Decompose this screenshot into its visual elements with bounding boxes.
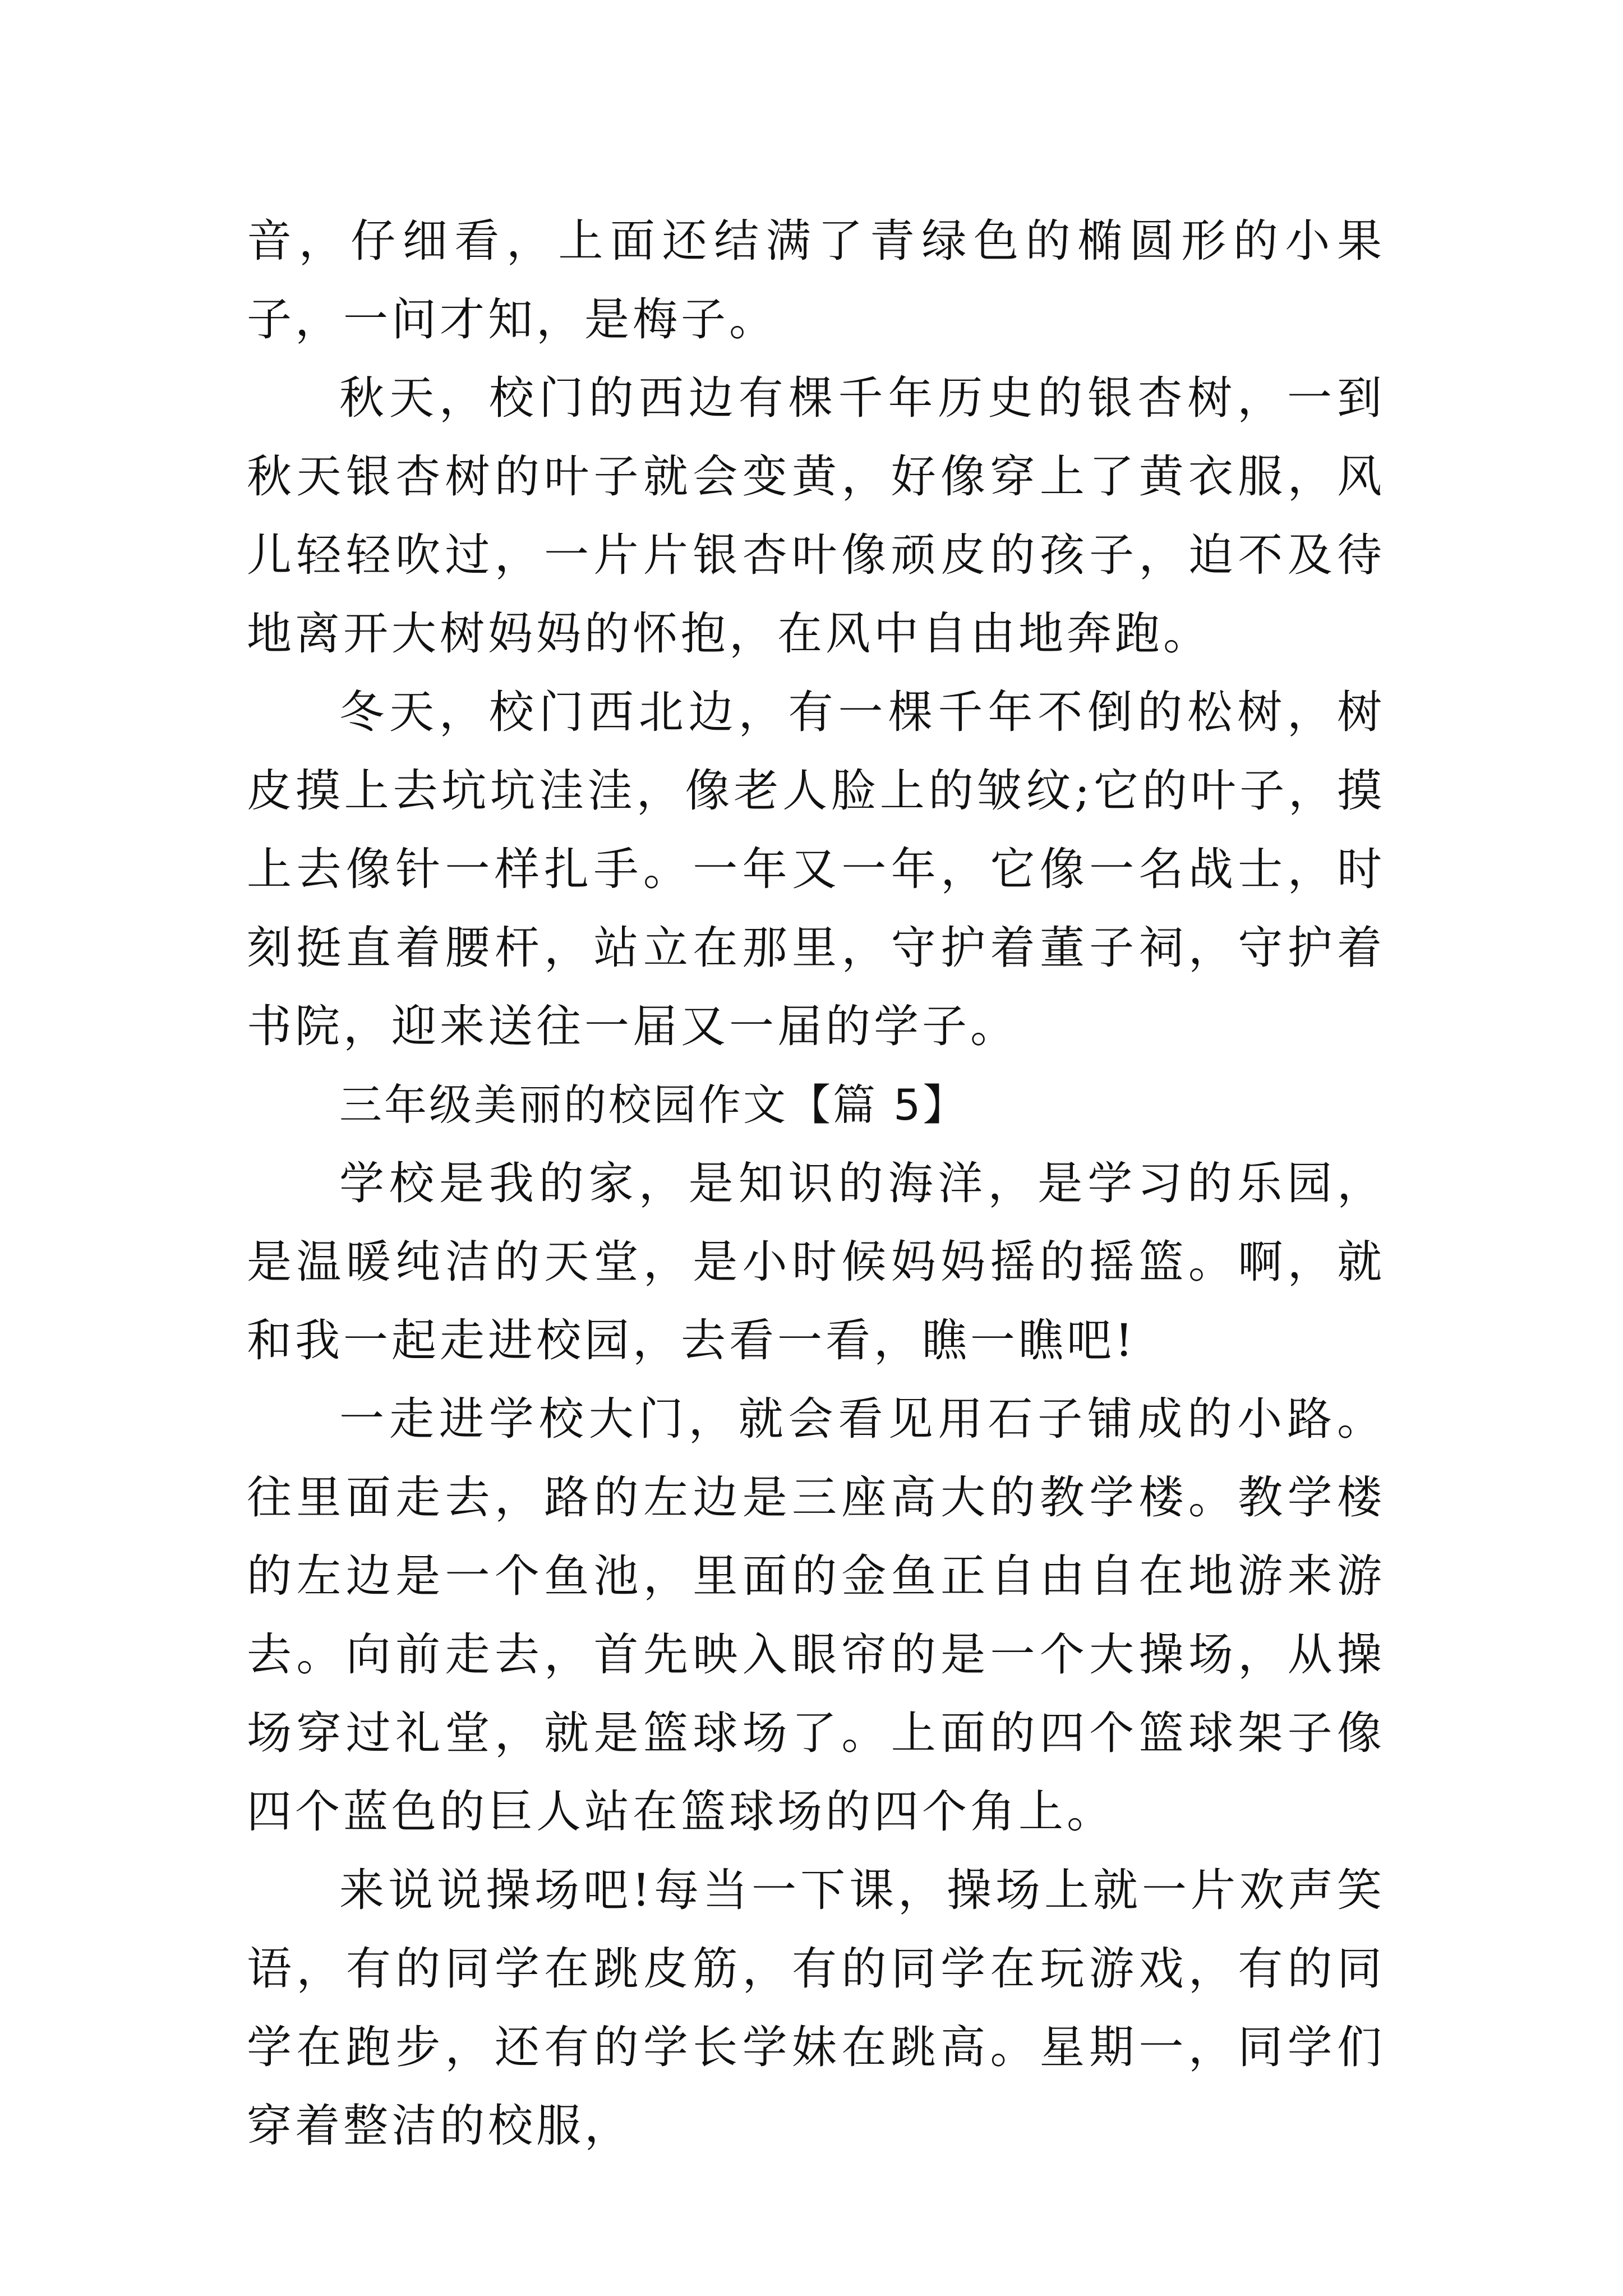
paragraph-playground: 来说说操场吧!每当一下课，操场上就一片欢声笑语，有的同学在跳皮筋，有的同学在玩游戏，有的同学在跑步，还有的学长学妹在跳高。星期一，同学们穿着整洁的校服， <box>247 1864 1385 2152</box>
paragraph-autumn: 秋天，校门的西边有棵千年历史的银杏树，一到秋天银杏树的叶子就会变黄，好像穿上了黄衣服，风儿轻轻吹过，一片片银杏叶像顽皮的孩子，迫不及待地离开大树妈妈的怀抱，在风中自由地奔跑。 <box>247 372 1385 660</box>
article-body <box>247 202 1385 2165</box>
paragraph-entrance: 一走进学校大门，就会看见用石子铺成的小路。往里面走去，路的左边是三座高大的教学楼。教学楼的左边是一个鱼池，里面的金鱼正自由自在地游来游去。向前走去，首先映入眼帘的是一个大操场，从操场穿过礼堂，就是篮球场了。上面的四个篮球架子像四个蓝色的巨人站在篮球场的四个角上。 <box>247 1393 1385 1838</box>
paragraph-intro: 学校是我的家，是知识的海洋，是学习的乐园，是温暖纯洁的天堂，是小时候妈妈摇的摇篮。啊，就和我一起走进校园，去看一看，瞧一瞧吧! <box>247 1157 1385 1366</box>
paragraph-continuation: 音，仔细看，上面还结满了青绿色的椭圆形的小果子，一问才知，是梅子。 <box>247 215 1385 346</box>
paragraph-winter: 冬天，校门西北边，有一棵千年不倒的松树，树皮摸上去坑坑洼洼，像老人脸上的皱纹;它的叶子，摸上去像针一样扎手。一年又一年，它像一名战士，时刻挺直着腰杆，站立在那里，守护着董子祠，守护着书院，迎来送往一届又一届的学子。 <box>247 686 1385 1052</box>
section-heading: 三年级美丽的校园作文【篇 5】 <box>339 1080 968 1130</box>
